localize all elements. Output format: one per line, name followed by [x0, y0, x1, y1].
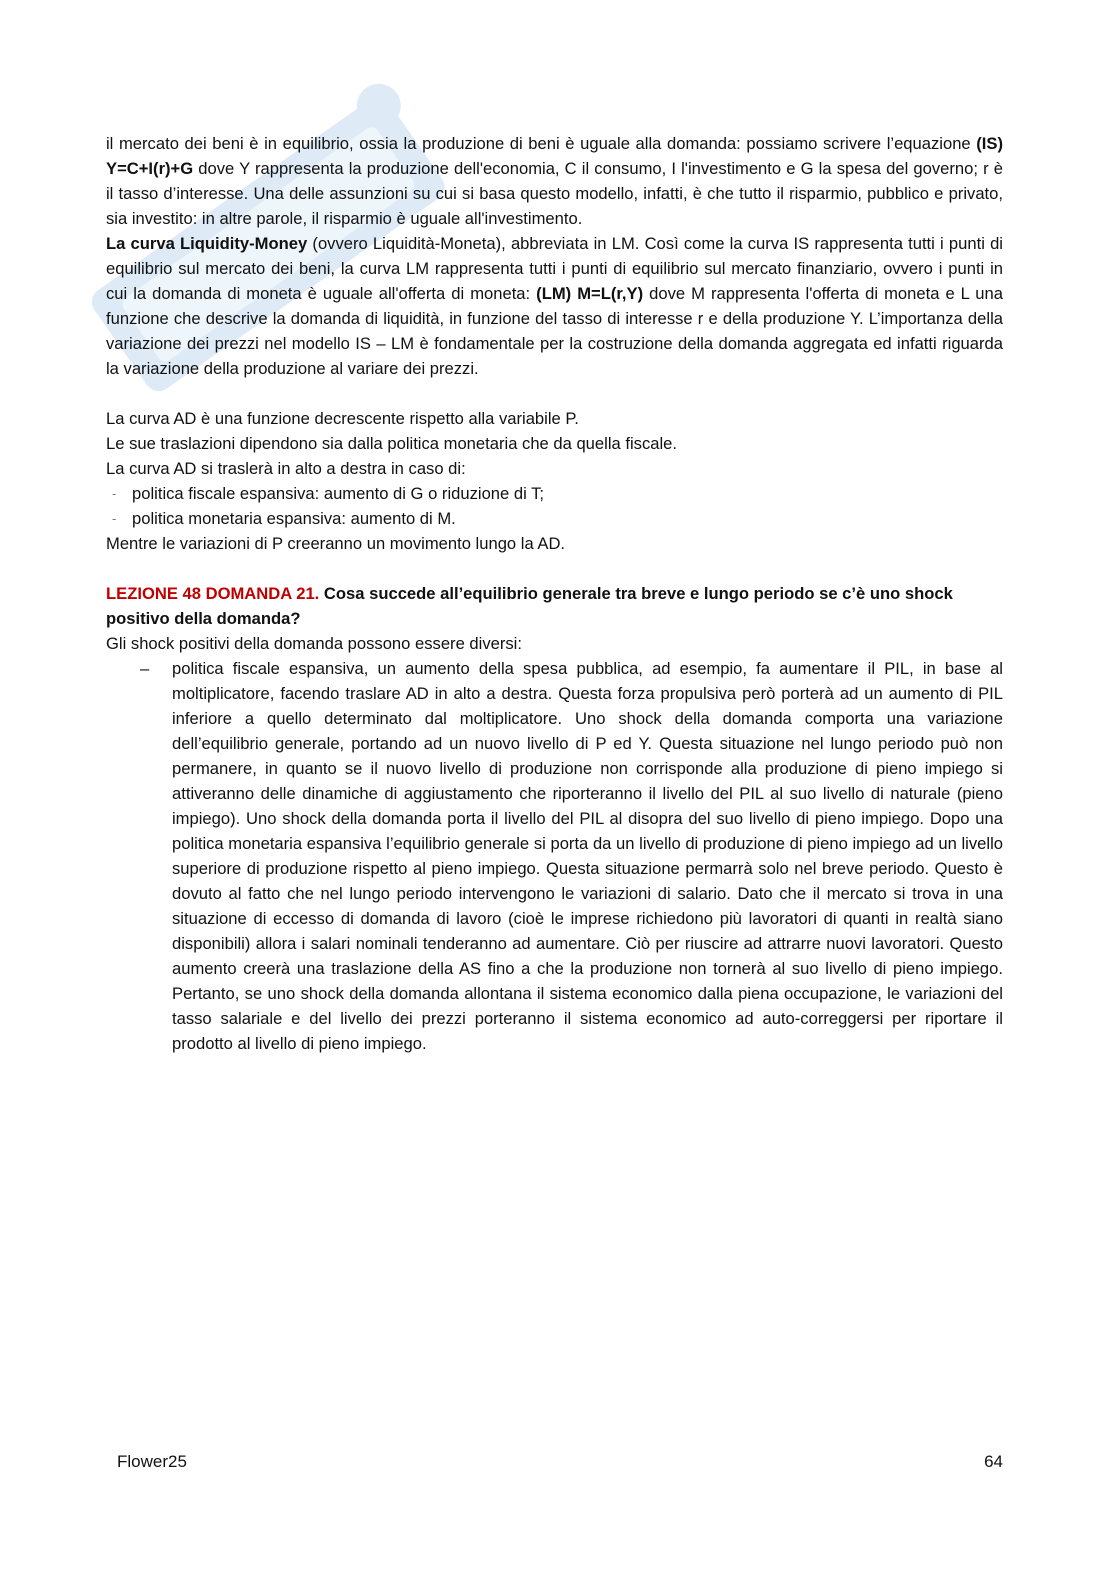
question-label: LEZIONE 48 DOMANDA 21.	[106, 584, 320, 603]
ad-line-1: La curva AD è una funzione decrescente rispetto alla variabile P.	[106, 409, 579, 428]
list-item: - politica monetaria espansiva: aumento di M.	[106, 506, 1003, 531]
list-item: – politica fiscale espansiva, un aumento della spesa pubblica, ad esempio, fa aumentare il PIL, in base al moltiplicatore, facendo traslare AD in alto a destra. Questa forza propulsiva però porterà ad un aumento di PIL inferiore a quello determinato dal moltiplicatore. Uno shock della domanda comporta una variazione dell’equilibrio generale, portando ad un nuovo livello di P ed Y. Questa situazione nel lungo periodo può non permanere, in quanto se il nuovo livello di produzione non corrisponde alla produzione di pieno impiego si attiveranno delle dinamiche di aggiustamento che riporteranno il livello del PIL al suo livello di naturale (pieno impiego). Uno shock della domanda porta il livello del PIL al disopra del suo livello di pieno impiego. Dopo una politica monetaria espansiva l’equilibrio generale si porta da un livello di produzione di pieno impiego ad un livello superiore di produzione rispetto al pieno impiego. Questa situazione permarrà solo nel breve periodo. Questo è dovuto al fatto che nel lungo periodo intervengono le variazioni di salario. Dato che il mercato si trova in una situazione di eccesso di domanda di lavoro (cioè le imprese richiedono più lavoratori di quanti in realtà siano disponibili) allora i salari nominali tenderanno ad aumentare. Ciò per riuscire ad attrarre nuovi lavoratori. Questo aumento creerà una traslazione della AS fino a che la produzione non tornerà al suo livello di pieno impiego. Pertanto, se uno shock della domanda allontana il sistema economico dalla piena occupazione, le variazioni del tasso salariale e del livello dei prezzi porteranno il sistema economico ad auto-correggersi per riportare il prodotto al livello di pieno impiego.	[106, 656, 1003, 1056]
paragraph-is-curve	[106, 131, 1003, 231]
ad-line-2: Le sue traslazioni dipendono sia dalla politica monetaria che da quella fiscale.	[106, 434, 678, 453]
footer-author: Flower25	[117, 1452, 187, 1471]
ad-bullet-list	[106, 481, 1003, 531]
page-number: 64	[984, 1452, 1003, 1471]
equation-lm: (LM) M=L(r,Y)	[536, 284, 644, 303]
document-body	[106, 131, 1003, 1056]
ad-line-4: Mentre le variazioni di P creeranno un movimento lungo la AD.	[106, 534, 566, 553]
question-text: Cosa succede all’equilibrio generale tra breve e lungo periodo se c’è uno shock positivo della domanda?	[106, 584, 953, 628]
ad-line-3: La curva AD si traslerà in alto a destra in caso di:	[106, 459, 466, 478]
paragraph-text: dove Y rappresenta la produzione dell'economia, C il consumo, I l'investimento e G la spesa del governo; r è il tasso d’interesse. Una delle assunzioni su cui si basa questo modello, infatti, è che tutto il risparmio, pubblico e privato, sia investito: in altre parole, il risparmio è uguale all'investimento.	[106, 159, 1003, 228]
term-liquidity-money: La curva Liquidity-Money	[106, 234, 308, 253]
equation-is: (IS) Y=C+I(r)+G	[106, 134, 1003, 178]
page-footer	[117, 1452, 1003, 1472]
question-heading	[106, 581, 1003, 631]
list-item: - politica fiscale espansiva: aumento di G o riduzione di T;	[106, 481, 1003, 506]
paragraph-text: (ovvero Liquidità-Moneta), abbreviata in LM. Così come la curva IS rappresenta tutti i punti di equilibrio sul mercato dei beni, la curva LM rappresenta tutti i punti di equilibrio sul mercato finanziario, ovvero i punti in cui la domanda di moneta è uguale all'offerta di moneta:	[106, 234, 1003, 303]
answer-list	[106, 656, 1003, 1056]
watermark-dot	[348, 75, 409, 136]
paragraph-text: il mercato dei beni è in equilibrio, ossia la produzione di beni è uguale alla domanda: possiamo scrivere l’equazione	[106, 134, 977, 153]
paragraph-text: dove M rappresenta l'offerta di moneta e L una funzione che descrive la domanda di liquidità, in funzione del tasso di interesse r e della produzione Y. L’importanza della variazione dei prezzi nel modello IS – LM è fondamentale per la costruzione della domanda aggregata ed infatti riguarda la variazione della produzione al variare dei prezzi.	[106, 284, 1003, 378]
paragraph-lm-curve	[106, 231, 1003, 381]
answer-intro: Gli shock positivi della domanda possono essere diversi:	[106, 634, 522, 653]
